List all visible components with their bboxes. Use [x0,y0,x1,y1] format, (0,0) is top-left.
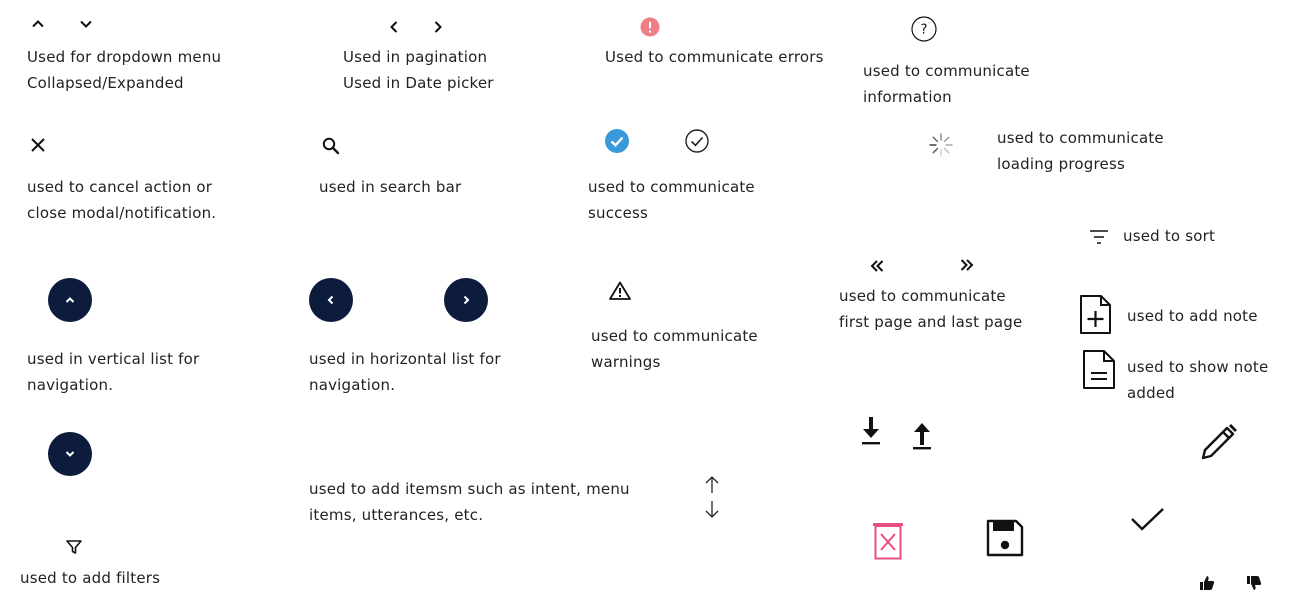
search-label: used in search bar [319,178,462,196]
scroll-left-button[interactable] [309,278,353,322]
double-chevron-right-icon[interactable] [959,257,975,273]
information-label-1: used to communicate [863,62,1030,80]
add-items-label-2: items, utterances, etc. [309,506,484,524]
dropdown-label-2: Collapsed/Expanded [27,74,184,92]
cancel-label-1: used to cancel action or [27,178,213,196]
cancel-label-2: close modal/notification. [27,204,217,222]
errors-label: Used to communicate errors [605,48,824,66]
svg-text:?: ? [920,22,928,38]
warnings-label-1: used to communicate [591,327,758,345]
upload-icon[interactable] [912,421,932,451]
chevron-up-icon [63,293,77,307]
chevron-up-icon[interactable] [30,16,46,32]
chevron-left-icon [324,293,338,307]
pagination-label-2: Used in Date picker [343,74,494,92]
vertical-nav-label-1: used in vertical list for [27,350,200,368]
check-icon[interactable] [1130,506,1166,534]
add-items-label-1: used to add itemsm such as intent, menu [309,480,630,498]
loading-label-2: loading progress [997,155,1125,173]
double-chevron-left-icon[interactable] [869,258,885,274]
search-icon[interactable] [321,136,341,156]
chevron-right-icon [459,293,473,307]
dropdown-label-1: Used for dropdown menu [27,48,222,66]
pencil-icon[interactable] [1199,422,1239,462]
info-icon [911,16,937,42]
vertical-nav-label-2: navigation. [27,376,114,394]
warning-icon [609,281,631,300]
loading-spinner-icon [928,132,954,158]
scroll-right-button[interactable] [444,278,488,322]
note-added-label-1: used to show note [1127,358,1269,376]
success-label-2: success [588,204,649,222]
sort-icon[interactable] [1089,229,1109,245]
sort-label: used to sort [1123,227,1216,245]
information-label-2: information [863,88,952,106]
pagination-label-1: Used in pagination [343,48,488,66]
scroll-up-button[interactable] [48,278,92,322]
add-note-label: used to add note [1127,307,1258,325]
save-icon[interactable] [986,519,1024,557]
thumbs-up-icon[interactable] [1199,575,1215,591]
warnings-label-2: warnings [591,353,661,371]
chevron-down-icon [63,447,77,461]
swap-vertical-icon[interactable] [702,475,722,519]
scroll-down-button[interactable] [48,432,92,476]
check-circle-outline-icon [685,129,709,153]
delete-icon[interactable] [872,522,904,560]
first-last-label-1: used to communicate [839,287,1006,305]
loading-label-1: used to communicate [997,129,1164,147]
horizontal-nav-label-2: navigation. [309,376,396,394]
download-icon[interactable] [861,416,881,446]
horizontal-nav-label-1: used in horizontal list for [309,350,501,368]
note-added-label-2: added [1127,384,1175,402]
success-label-1: used to communicate [588,178,755,196]
chevron-left-icon[interactable] [386,19,402,35]
chevron-down-icon[interactable] [78,16,94,32]
chevron-right-icon[interactable] [430,19,446,35]
note-icon [1082,349,1116,390]
check-circle-filled-icon [605,129,629,153]
error-icon [640,17,660,37]
filters-label: used to add filters [20,569,161,587]
thumbs-down-icon[interactable] [1246,575,1262,591]
first-last-label-2: first page and last page [839,313,1023,331]
note-add-icon[interactable] [1079,294,1112,335]
filter-icon[interactable] [65,538,83,556]
close-icon[interactable] [30,137,46,153]
